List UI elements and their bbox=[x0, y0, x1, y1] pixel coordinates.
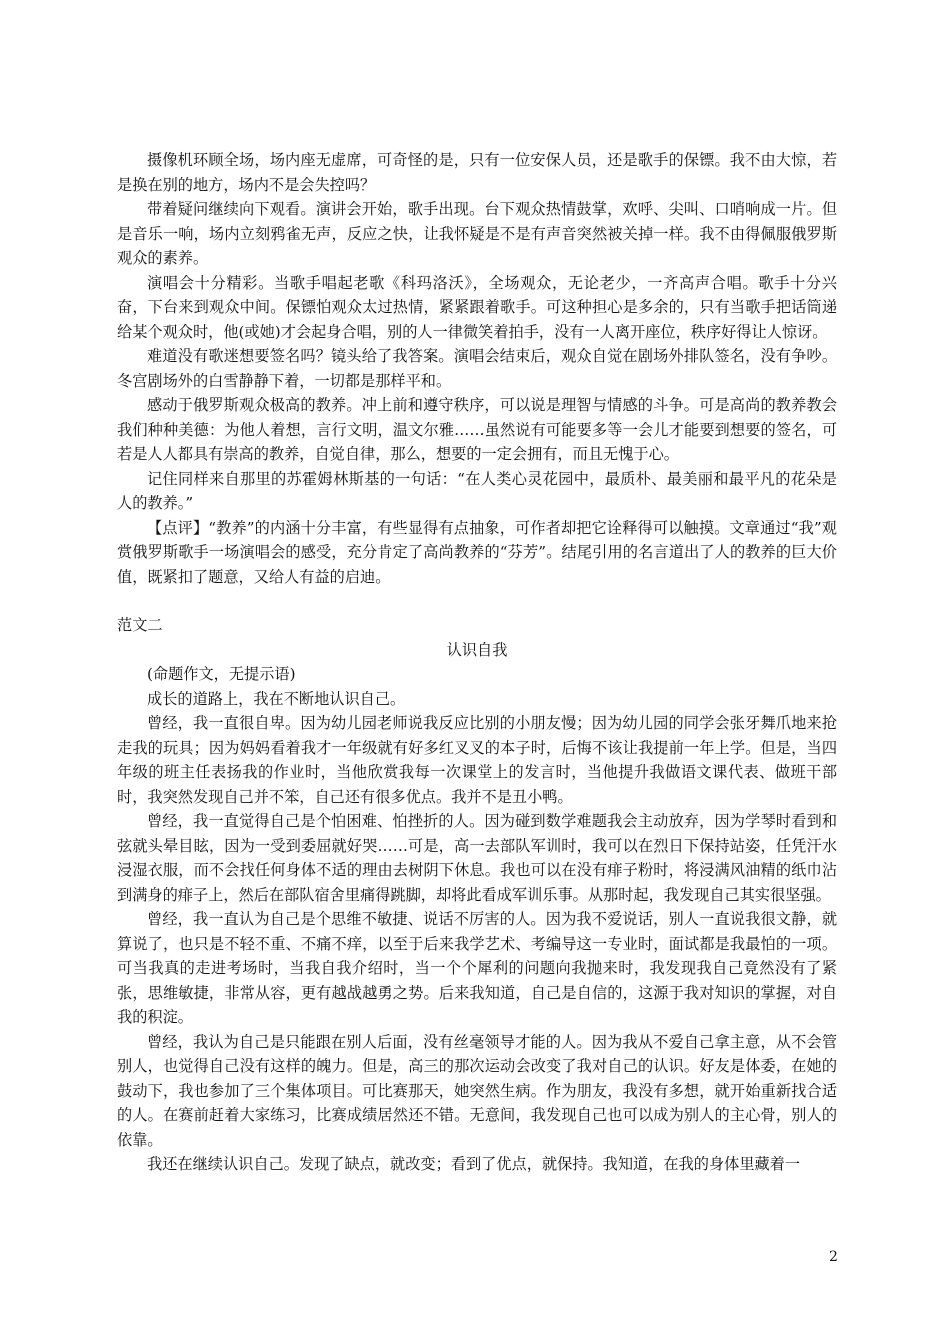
essay2-subtitle: (命题作文，无提示语) bbox=[147, 665, 296, 683]
essay2-title: 认识自我 bbox=[446, 640, 508, 659]
essay2-paragraph-3: 曾经，我一直觉得自己是个怕困难、怕挫折的人。因为碰到数学难题我会主动放弃，因为学琴时看到和弦就头晕目眩，因为一受到委屈就好哭……可是，高一去部队军训时，我可以在烈日下保持站姿，任凭汗水浸湿衣服，而不会找任何身体不适的理由去树阴下休息。我也可以在没有痱子粉时，将浸满风油精的纸巾沾到满身的痱子上，然后在部队宿舍里痛得跳脚，却将此看成军训乐事。从那时起，我发现自己其实很坚强。 bbox=[117, 812, 837, 904]
page-number: 2 bbox=[829, 1249, 838, 1265]
document-page bbox=[117, 148, 837, 1177]
essay1-quote-paragraph: 记住同样来自那里的苏霍姆林斯基的一句话：“在人类心灵花园中，最质朴、最美丽和最平凡的花朵是人的教养。” bbox=[117, 469, 837, 512]
essay2-paragraph-4: 曾经，我一直认为自己是个思维不敏捷、说话不厉害的人。因为我不爱说话，别人一直说我很文静，就算说了，也只是不轻不重、不痛不痒，以至于后来我学艺术、考编导这一专业时，面试都是我最怕的一项。可当我真的走进考场时，当我自我介绍时，当一个个犀利的问题向我抛来时，我发现我自己竟然没有了紧张，思维敏捷，非常从容，更有越战越勇之势。后来我知道，自己是自信的，这源于我对知识的掌握，对自我的积淀。 bbox=[117, 910, 837, 1026]
essay2-label: 范文二 bbox=[117, 616, 163, 634]
essay2-paragraph-2: 曾经，我一直很自卑。因为幼儿园老师说我反应比别的小朋友慢；因为幼儿园的同学会张牙舞爪地来抢走我的玩具；因为妈妈看着我才一年级就有好多红叉叉的本子时，后悔不该让我提前一年上学。但是，当四年级的班主任表扬我的作业时，当他欣赏我每一次课堂上的发言时，当他提升我做语文课代表、做班干部时，我突然发现自己并不笨，自己还有很多优点。我并不是丑小鸭。 bbox=[117, 714, 837, 806]
essay1-paragraph-5: 感动于俄罗斯观众极高的教养。冲上前和遵守秩序，可以说是理智与情感的斗争。可是高尚的教养教会我们种种美德：为他人着想，言行文明，温文尔雅……虽然说有可能要多等一会儿才能要到想要的签名，可若是人人都具有崇高的教养，自觉自律，那么，想要的一定会拥有，而且无愧于心。 bbox=[117, 396, 837, 463]
essay2-paragraph-6: 我还在继续认识自己。发现了缺点，就改变；看到了优点，就保持。我知道，在我的身体里藏着一 bbox=[147, 1155, 801, 1173]
section-spacer bbox=[117, 589, 837, 613]
essay1-paragraph-4: 难道没有歌迷想要签名吗？镜头给了我答案。演唱会结束后，观众自觉在剧场外排队签名，没有争吵。冬宫剧场外的白雪静静下着，一切都是那样平和。 bbox=[117, 347, 837, 390]
essay1-commentary: 【点评】“教养”的内涵十分丰富，有些显得有点抽象，可作者却把它诠释得可以触摸。文章通过“我”观赏俄罗斯歌手一场演唱会的感受，充分肯定了高尚教养的“芬芳”。结尾引用的名言道出了人的教养的巨大价值，既紧扣了题意，又给人有益的启迪。 bbox=[117, 518, 837, 586]
essay1-paragraph-1: 摄像机环顾全场，场内座无虚席，可奇怪的是，只有一位安保人员，还是歌手的保镖。我不由大惊，若是换在别的地方，场内不是会失控吗？ bbox=[117, 151, 837, 194]
essay2-paragraph-1: 成长的道路上，我在不断地认识自己。 bbox=[147, 689, 406, 708]
essay2-paragraph-5: 曾经，我认为自己是只能跟在别人后面，没有丝毫领导才能的人。因为我从不爱自己拿主意，从不会管别人，也觉得自己没有这样的魄力。但是，高三的那次运动会改变了我对自己的认识。好友是体委，在她的鼓动下，我也参加了三个集体项目。可比赛那天，她突然生病。作为朋友，我没有多想，就开始重新找合适的人。在赛前赶着大家练习，比赛成绩居然还不错。无意间，我发现自己也可以成为别人的主心骨，别人的依靠。 bbox=[117, 1032, 837, 1149]
essay1-paragraph-3: 演唱会十分精彩。当歌手唱起老歌《科玛洛沃》，全场观众，无论老少，一齐高声合唱。歌手十分兴奋，下台来到观众中间。保镖怕观众太过热情，紧紧跟着歌手。可这种担心是多余的，只有当歌手把话筒递给某个观众时，他(或她)才会起身合唱，别的人一律微笑着拍手，没有一人离开座位，秩序好得让人惊讶。 bbox=[117, 273, 837, 341]
essay1-paragraph-2: 带着疑问继续向下观看。演讲会开始，歌手出现。台下观众热情鼓掌，欢呼、尖叫、口哨响成一片。但是音乐一响，场内立刻鸦雀无声，反应之快，让我怀疑是不是有声音突然被关掉一样。我不由得佩服俄罗斯观众的素养。 bbox=[117, 200, 837, 267]
